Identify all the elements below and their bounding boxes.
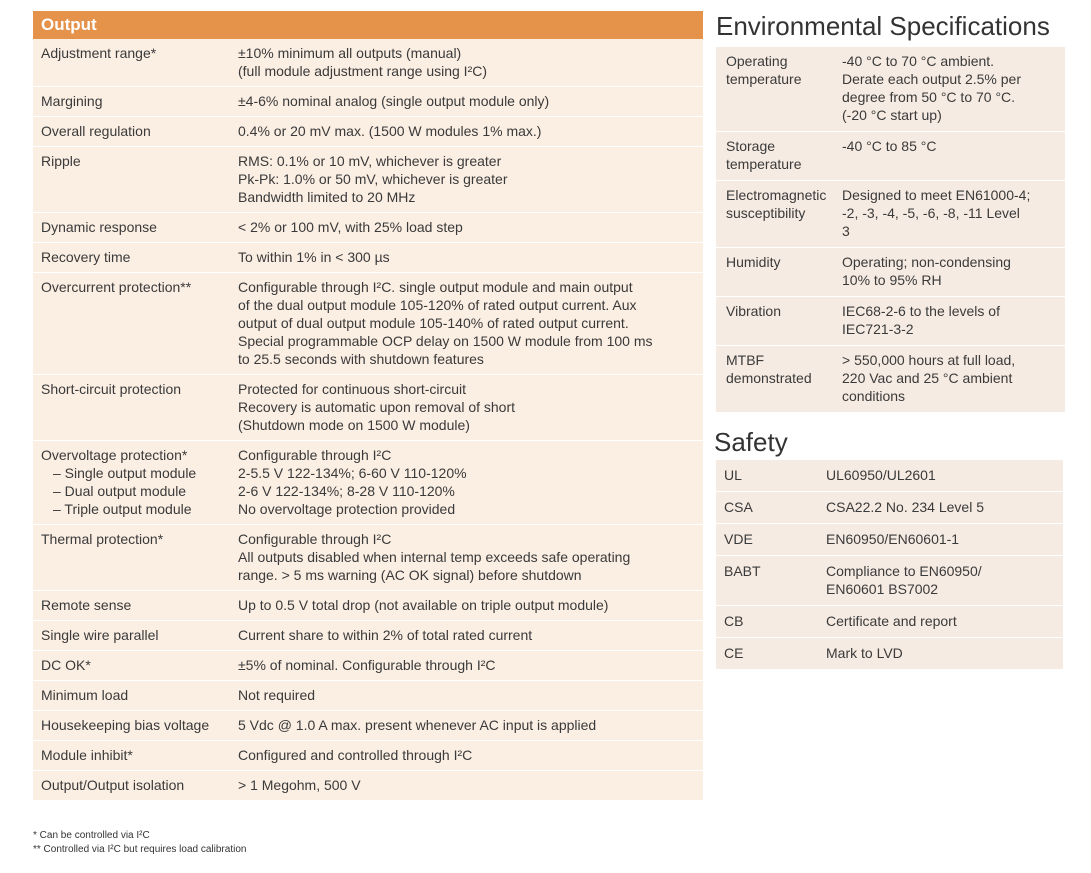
spec-label-line: Ripple [41, 153, 81, 169]
spec-label [33, 243, 238, 273]
spec-value [238, 273, 703, 375]
spec-label-line: demonstrated [726, 370, 812, 386]
spec-value [238, 117, 703, 147]
spec-label-line: Overall regulation [41, 123, 151, 139]
spec-label-line: Short-circuit protection [41, 381, 182, 397]
spec-value-line: Recovery is automatic upon removal of short [238, 399, 516, 415]
spec-value-line: Special programmable OCP delay on 1500 W module from 100 ms [238, 333, 653, 349]
output-spec-row [33, 117, 703, 147]
safety-spec-table [716, 460, 1063, 670]
spec-value-line: To within 1% in < 300 µs [238, 249, 390, 265]
spec-value [826, 460, 1063, 492]
spec-label-line: temperature [726, 71, 802, 87]
spec-value-line: RMS: 0.1% or 10 mV, whichever is greater [238, 153, 502, 169]
spec-value [238, 441, 703, 525]
spec-label [33, 87, 238, 117]
spec-label [716, 181, 842, 248]
spec-value [238, 147, 703, 213]
output-spec-row [33, 441, 703, 525]
spec-value-line: Derate each output 2.5% per [842, 71, 1022, 87]
spec-value [842, 248, 1065, 297]
spec-value-line: < 2% or 100 mV, with 25% load step [238, 219, 463, 235]
output-spec-row [33, 591, 703, 621]
spec-value [238, 213, 703, 243]
safety-title: Safety [714, 427, 788, 457]
spec-label-line: Electromagnetic [726, 187, 827, 203]
spec-sublabel: – Single output module [53, 465, 197, 481]
output-spec-row [33, 39, 703, 87]
spec-value-line: -40 °C to 85 °C [842, 138, 937, 154]
spec-label [33, 273, 238, 375]
safety-spec-row [716, 638, 1063, 670]
spec-label-line: CSA [724, 499, 753, 515]
spec-label [33, 591, 238, 621]
environmental-spec-row [716, 297, 1065, 346]
spec-value-line: Protected for continuous short-circuit [238, 381, 466, 397]
spec-label [33, 771, 238, 801]
spec-label [716, 47, 842, 132]
spec-value [238, 39, 703, 87]
output-spec-row [33, 621, 703, 651]
spec-value-line: > 1 Megohm, 500 V [238, 777, 361, 793]
spec-value-line: Mark to LVD [826, 645, 903, 661]
safety-spec-row [716, 460, 1063, 492]
spec-label [33, 375, 238, 441]
spec-value [842, 181, 1065, 248]
spec-value-line: -40 °C to 70 °C ambient. [842, 53, 995, 69]
spec-label [716, 346, 842, 413]
spec-value-line: conditions [842, 388, 906, 404]
safety-spec-row [716, 606, 1063, 638]
spec-label-line: Recovery time [41, 249, 131, 265]
spec-sublabel: – Dual output module [53, 483, 187, 499]
spec-value-line: EN60950/EN60601-1 [826, 531, 960, 547]
spec-value-line: No overvoltage protection provided [238, 501, 456, 517]
output-spec-row [33, 741, 703, 771]
spec-label-line: Thermal protection* [41, 531, 164, 547]
environmental-spec-row [716, 181, 1065, 248]
output-spec-row [33, 375, 703, 441]
spec-label-line: Margining [41, 93, 103, 109]
environmental-spec-row [716, 132, 1065, 181]
spec-label-line: VDE [724, 531, 753, 547]
spec-value-line: ±5% of nominal. Configurable through I²C [238, 657, 496, 673]
spec-label [33, 39, 238, 87]
spec-value [842, 47, 1065, 132]
spec-label-line: Overvoltage protection* [41, 447, 188, 463]
spec-value-line: 0.4% or 20 mV max. (1500 W modules 1% max.) [238, 123, 542, 139]
spec-label-line: DC OK* [41, 657, 91, 673]
spec-label [716, 638, 826, 670]
spec-value-line: Configurable through I²C [238, 447, 392, 463]
spec-value-line: Configured and controlled through I²C [238, 747, 473, 763]
spec-label-line: Humidity [726, 254, 781, 270]
output-spec-row [33, 243, 703, 273]
output-spec-row [33, 711, 703, 741]
spec-value [238, 621, 703, 651]
spec-value [238, 741, 703, 771]
spec-value-line: Pk-Pk: 1.0% or 50 mV, whichever is greater [238, 171, 508, 187]
spec-value-line: Configurable through I²C [238, 531, 392, 547]
environmental-spec-table [716, 47, 1065, 413]
spec-value-line: Operating; non-condensing [842, 254, 1011, 270]
spec-value-line: 2-5.5 V 122-134%; 6-60 V 110-120% [238, 465, 467, 481]
spec-value [842, 346, 1065, 413]
spec-label [716, 606, 826, 638]
spec-value-line: CSA22.2 No. 234 Level 5 [826, 499, 984, 515]
output-spec-row [33, 213, 703, 243]
spec-label-line: Vibration [726, 303, 782, 319]
spec-label-line: Adjustment range* [41, 45, 157, 61]
spec-value-line: All outputs disabled when internal temp exceeds safe operating [238, 549, 631, 565]
spec-label-line: Minimum load [41, 687, 129, 703]
spec-value-line: Up to 0.5 V total drop (not available on triple output module) [238, 597, 609, 613]
spec-value [842, 297, 1065, 346]
spec-label-line: Housekeeping bias voltage [41, 717, 210, 733]
spec-value [826, 638, 1063, 670]
spec-label-line: CB [724, 613, 744, 629]
spec-value-line: Configurable through I²C. single output module and main output [238, 279, 633, 295]
spec-label [716, 492, 826, 524]
spec-label-line: Output/Output isolation [41, 777, 185, 793]
spec-label [33, 147, 238, 213]
spec-value-line: to 25.5 seconds with shutdown features [238, 351, 484, 367]
output-spec-row [33, 87, 703, 117]
spec-label-line: Module inhibit* [41, 747, 133, 763]
output-spec-row [33, 273, 703, 375]
spec-value [238, 711, 703, 741]
spec-label-line: susceptibility [726, 205, 806, 221]
spec-label [33, 441, 238, 525]
spec-label-line: Storage [726, 138, 776, 154]
spec-value [238, 375, 703, 441]
spec-value-line: output of dual output module 105-140% of rated output current. [238, 315, 629, 331]
spec-value [238, 525, 703, 591]
spec-label [716, 524, 826, 556]
spec-value-line: Bandwidth limited to 20 MHz [238, 189, 416, 205]
spec-value [238, 87, 703, 117]
spec-value [238, 771, 703, 801]
output-spec-row [33, 147, 703, 213]
safety-spec-row [716, 524, 1063, 556]
footnote-double: ** Controlled via I²C but requires load calibration [33, 844, 247, 855]
spec-value-line: EN60601 BS7002 [826, 581, 939, 597]
spec-value [842, 132, 1065, 181]
spec-label [33, 213, 238, 243]
spec-value-line: UL60950/UL2601 [826, 467, 936, 483]
spec-label [33, 117, 238, 147]
output-spec-row [33, 651, 703, 681]
output-header: Output [33, 11, 703, 39]
spec-value [826, 606, 1063, 638]
spec-label [716, 297, 842, 346]
spec-sublabel: – Triple output module [53, 501, 192, 517]
spec-label-line: CE [724, 645, 744, 661]
spec-value-line: ±10% minimum all outputs (manual) [238, 45, 462, 61]
spec-value-line: 5 Vdc @ 1.0 A max. present whenever AC input is applied [238, 717, 597, 733]
spec-value-line: 2-6 V 122-134%; 8-28 V 110-120% [238, 483, 455, 499]
spec-value-line: > 550,000 hours at full load, [842, 352, 1016, 368]
output-spec-row [33, 771, 703, 801]
spec-label-line: temperature [726, 156, 802, 172]
spec-value-line: of the dual output module 105-120% of rated output current. Aux [238, 297, 637, 313]
spec-value-line: 3 [842, 223, 850, 239]
spec-value-line: IEC721-3-2 [842, 321, 914, 337]
footnotes [33, 829, 246, 857]
spec-value [826, 524, 1063, 556]
spec-label-line: Overcurrent protection** [41, 279, 192, 295]
spec-label [716, 248, 842, 297]
spec-label-line: Single wire parallel [41, 627, 159, 643]
output-section [33, 11, 703, 801]
spec-label [716, 556, 826, 606]
spec-label-line: MTBF [726, 352, 765, 368]
spec-value-line: 10% to 95% RH [842, 272, 942, 288]
spec-value-line: (-20 °C start up) [842, 107, 942, 123]
spec-label [33, 741, 238, 771]
environmental-spec-row [716, 248, 1065, 297]
spec-label [33, 711, 238, 741]
spec-value-line: 220 Vac and 25 °C ambient [842, 370, 1013, 386]
environmental-spec-row [716, 47, 1065, 132]
spec-value [238, 591, 703, 621]
spec-value-line: Certificate and report [826, 613, 957, 629]
spec-value-line: ±4-6% nominal analog (single output module only) [238, 93, 550, 109]
spec-value [238, 243, 703, 273]
spec-value [826, 492, 1063, 524]
spec-value-line: Compliance to EN60950/ [826, 563, 982, 579]
spec-label [33, 525, 238, 591]
spec-value-line: Not required [238, 687, 316, 703]
spec-value-line: Current share to within 2% of total rated current [238, 627, 533, 643]
spec-label [716, 460, 826, 492]
environmental-spec-row [716, 346, 1065, 413]
spec-value-line: Designed to meet EN61000-4; [842, 187, 1031, 203]
spec-value-line: -2, -3, -4, -5, -6, -8, -11 Level [842, 205, 1020, 221]
footnote-single: * Can be controlled via I²C [33, 830, 150, 841]
spec-value-line: IEC68-2-6 to the levels of [842, 303, 1000, 319]
spec-label [716, 132, 842, 181]
spec-label-line: Dynamic response [41, 219, 157, 235]
output-spec-table [33, 39, 703, 801]
spec-label [33, 681, 238, 711]
spec-value-line: range. > 5 ms warning (AC OK signal) before shutdown [238, 567, 582, 583]
spec-label-line: UL [724, 467, 742, 483]
spec-value-line: degree from 50 °C to 70 °C. [842, 89, 1016, 105]
spec-label-line: Remote sense [41, 597, 132, 613]
spec-label-line: Operating [726, 53, 788, 69]
safety-spec-row [716, 492, 1063, 524]
safety-spec-row [716, 556, 1063, 606]
output-spec-row [33, 525, 703, 591]
spec-value-line: (full module adjustment range using I²C) [238, 63, 488, 79]
spec-label-line: BABT [724, 563, 761, 579]
environmental-title: Environmental Specifications [716, 11, 1050, 41]
environmental-section [716, 9, 1065, 413]
spec-label [33, 621, 238, 651]
spec-value-line: (Shutdown mode on 1500 W module) [238, 417, 470, 433]
spec-value [238, 681, 703, 711]
output-spec-row [33, 681, 703, 711]
spec-label [33, 651, 238, 681]
spec-value [826, 556, 1063, 606]
spec-value [238, 651, 703, 681]
